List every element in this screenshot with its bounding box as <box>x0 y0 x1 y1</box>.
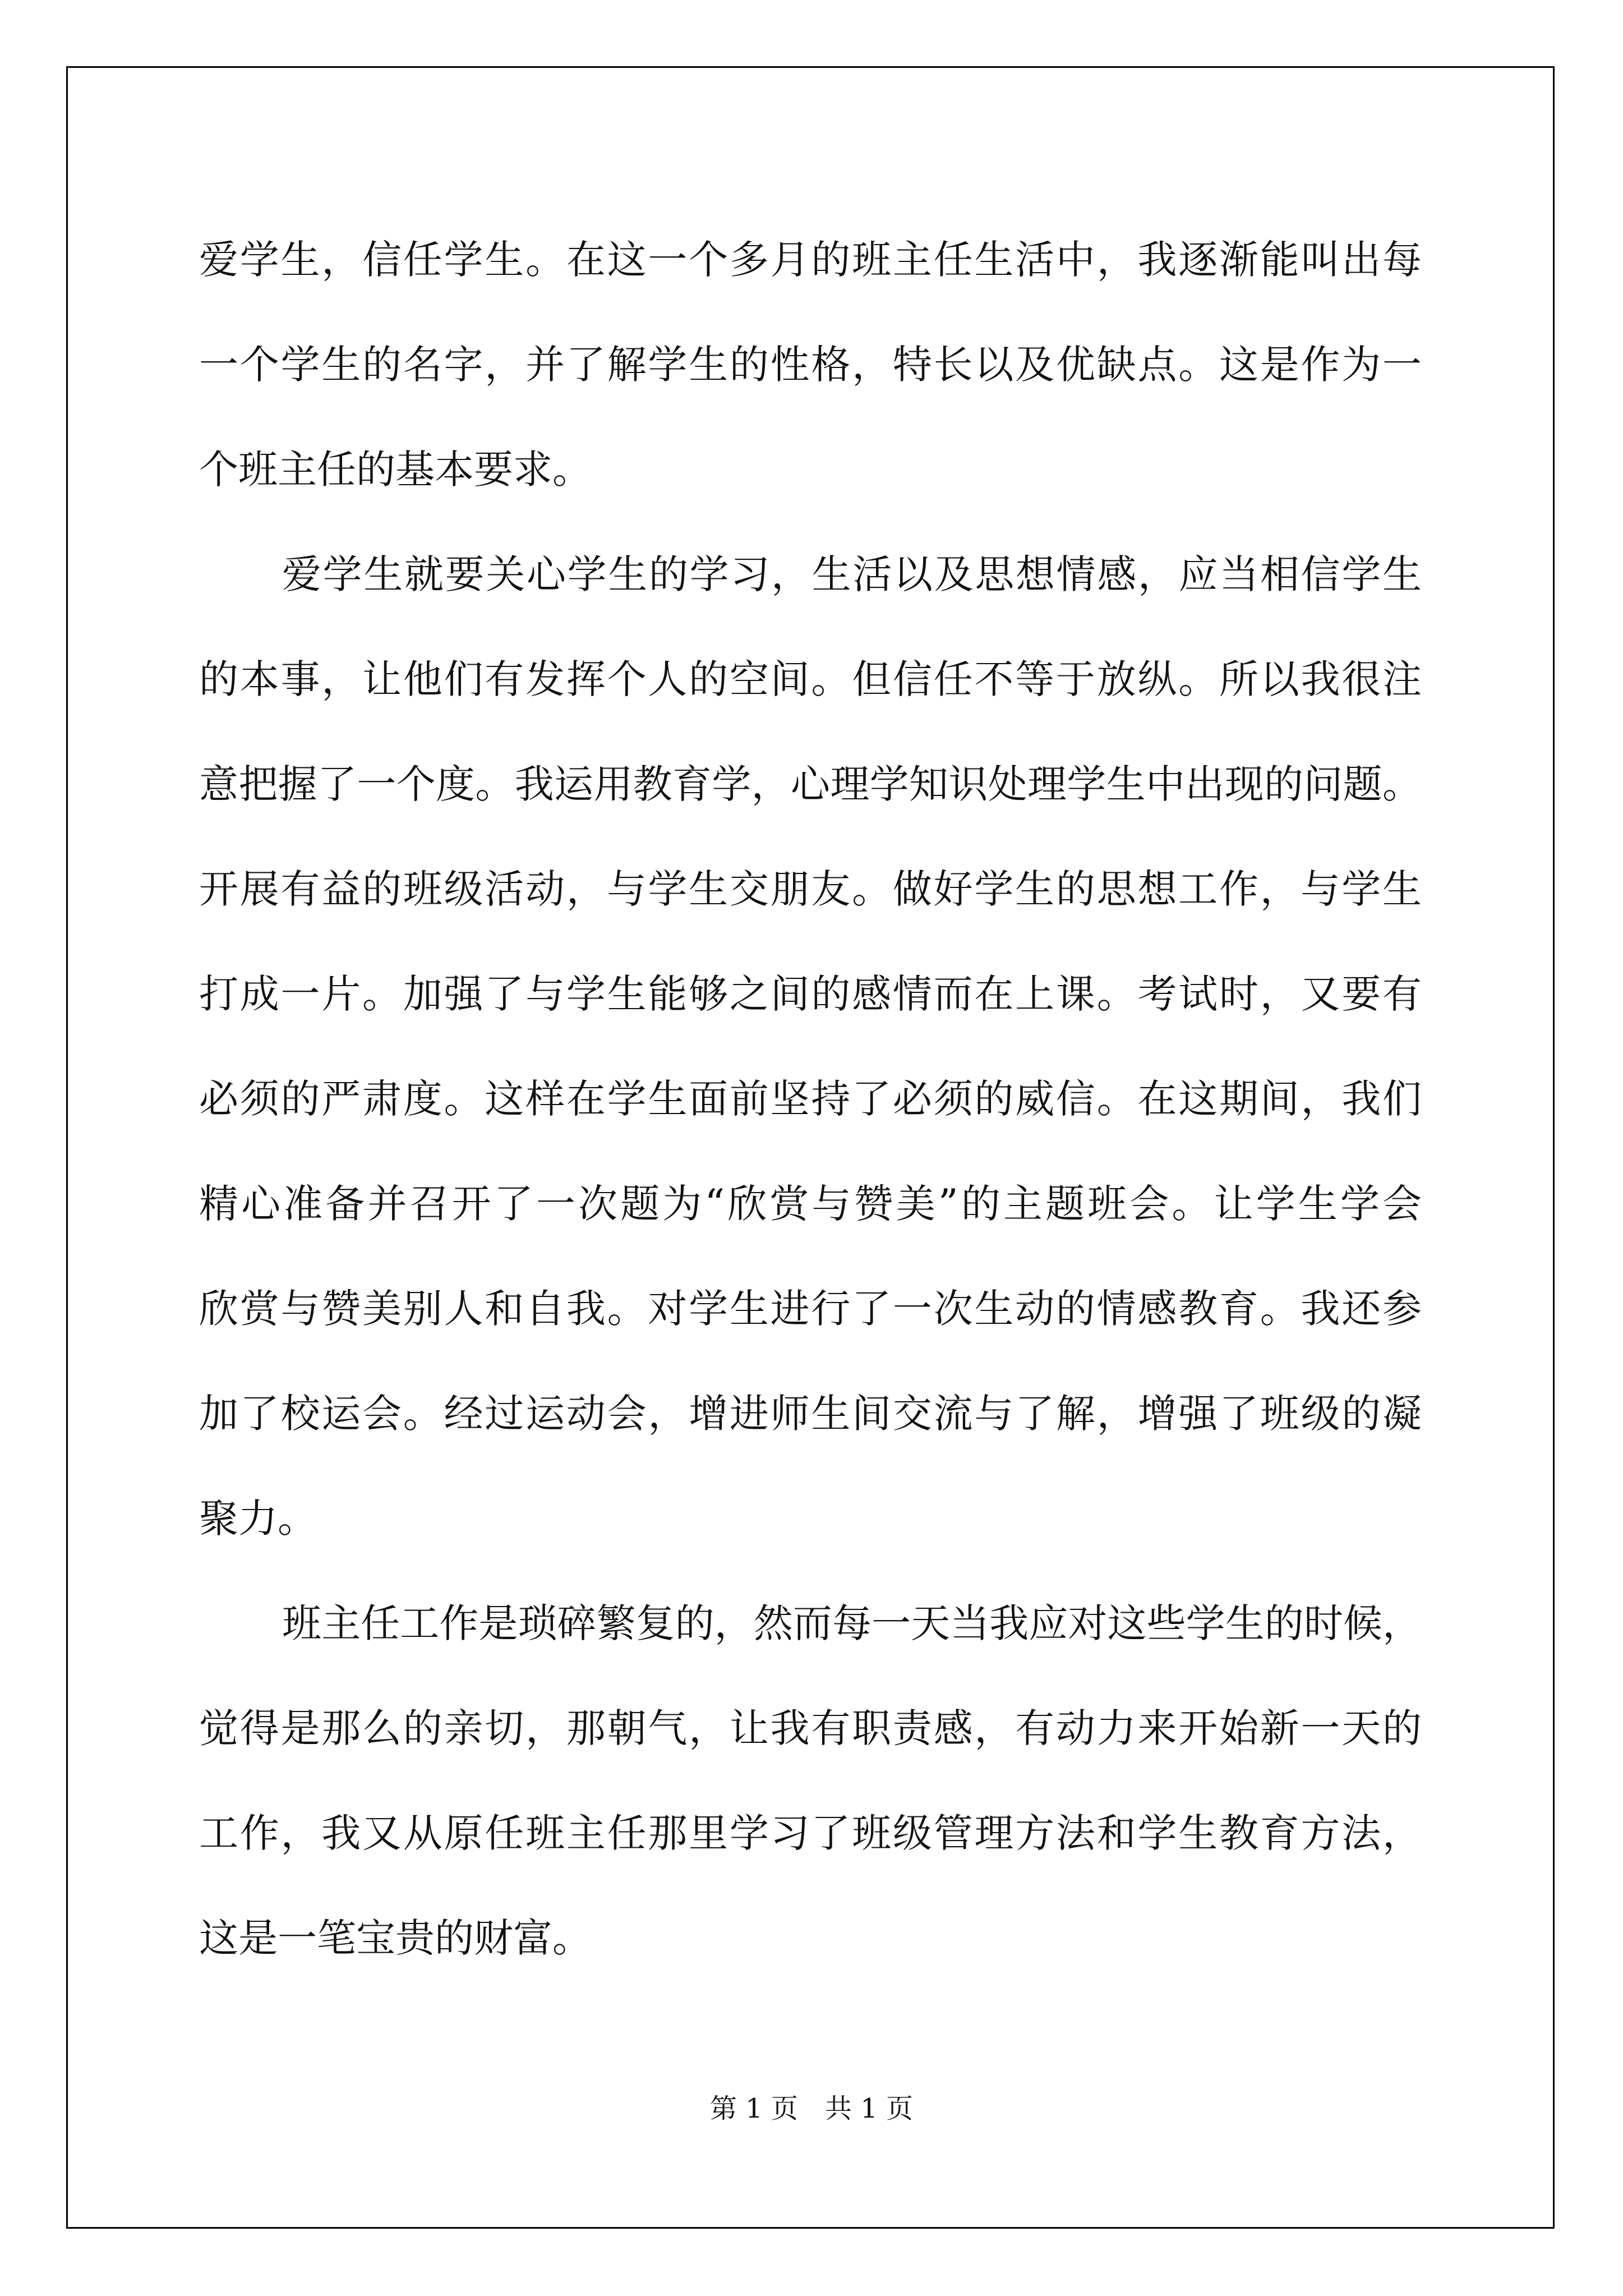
text-line: 开展有益的班级活动，与学生交朋友。做好学生的思想工作，与学生 <box>199 866 1422 912</box>
paragraph-3 <box>199 1571 1422 1991</box>
text-line: 一个学生的名字，并了解学生的性格，特长以及优缺点。这是作为一 <box>199 342 1422 388</box>
text-line: 班主任工作是琐碎繁复的，然而每一天当我应对这些学生的时候， <box>282 1600 1422 1646</box>
text-line: 聚力。 <box>199 1496 317 1542</box>
text-line: 精心准备并召开了一次题为“欣赏与赞美”的主题班会。让学生学会 <box>199 1181 1422 1227</box>
text-line: 打成一片。加强了与学生能够之间的感情而在上课。考试时，又要有 <box>199 971 1422 1017</box>
text-line: 工作，我又从原任班主任那里学习了班级管理方法和学生教育方法， <box>199 1810 1422 1856</box>
paragraph-2 <box>199 522 1422 1571</box>
text-line: 这是一笔宝贵的财富。 <box>199 1915 592 1961</box>
text-line: 必须的严肃度。这样在学生面前坚持了必须的威信。在这期间，我们 <box>199 1076 1422 1122</box>
text-line: 爱学生就要关心学生的学习，生活以及思想情感，应当相信学生 <box>282 551 1422 597</box>
page-number-footer: 第 1 页 共 1 页 <box>709 2093 914 2124</box>
text-line: 爱学生，信任学生。在这一个多月的班主任生活中，我逐渐能叫出每 <box>199 237 1422 283</box>
paragraph-1 <box>199 208 1422 522</box>
text-line: 意把握了一个度。我运用教育学，心理学知识处理学生中出现的问题。 <box>199 761 1422 807</box>
text-line: 个班主任的基本要求。 <box>199 447 592 493</box>
text-line: 觉得是那么的亲切，那朝气，让我有职责感，有动力来开始新一天的 <box>199 1705 1422 1751</box>
text-line: 欣赏与赞美别人和自我。对学生进行了一次生动的情感教育。我还参 <box>199 1286 1422 1332</box>
text-line: 的本事，让他们有发挥个人的空间。但信任不等于放纵。所以我很注 <box>199 656 1422 702</box>
document-body <box>199 208 1422 1991</box>
text-line: 加了校运会。经过运动会，增进师生间交流与了解，增强了班级的凝 <box>199 1391 1422 1437</box>
